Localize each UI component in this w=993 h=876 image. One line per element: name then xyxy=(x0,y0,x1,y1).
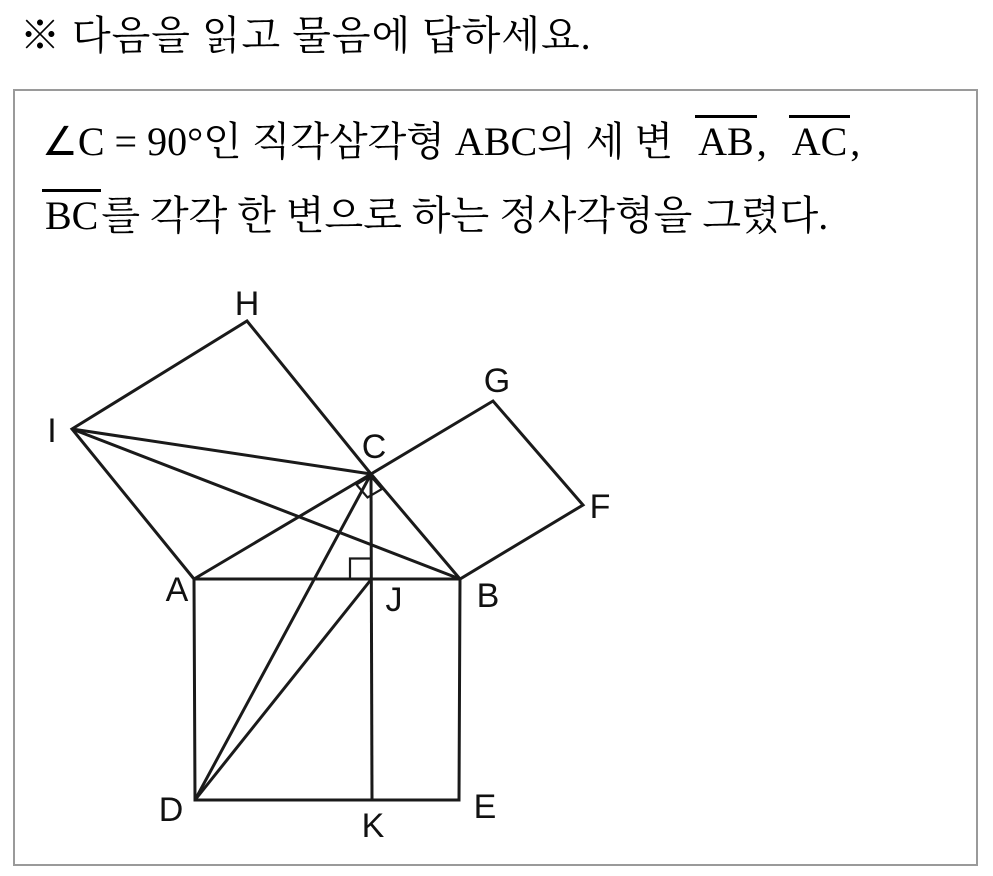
segment-IB xyxy=(72,429,460,579)
vertex-label-A: A xyxy=(165,571,189,609)
problem-line2-text: 를 각각 한 변으로 하는 정사각형을 그렸다. xyxy=(101,193,829,238)
vertex-label-I: I xyxy=(47,412,57,450)
vertex-label-G: G xyxy=(483,362,511,400)
overline-segment-BC: BC xyxy=(42,189,101,237)
segment-DC xyxy=(195,474,371,800)
problem-line1-text: ∠C = 90°인 직각삼각형 ABC의 세 변 xyxy=(42,119,674,164)
segment-DJ xyxy=(195,579,372,800)
vertex-label-B: B xyxy=(476,577,500,615)
square-BCGF xyxy=(371,401,583,579)
right-angle-marker-J xyxy=(350,559,372,580)
square-ABED xyxy=(194,579,460,800)
overline-segment-AB: AB xyxy=(695,115,757,163)
comma-1: , xyxy=(756,119,767,164)
vertex-label-C: C xyxy=(361,428,387,466)
overline-segment-AC: AC xyxy=(789,115,851,163)
instruction-heading: ※ 다음을 읽고 물음에 답하세요. xyxy=(20,13,592,58)
vertex-label-E: E xyxy=(473,788,497,826)
segment-CK xyxy=(371,474,372,800)
vertex-label-K: K xyxy=(361,807,385,845)
segment-IC xyxy=(72,429,371,474)
comma-2: , xyxy=(850,119,861,164)
vertex-label-F: F xyxy=(589,488,611,526)
vertex-label-H: H xyxy=(234,285,260,323)
vertex-label-D: D xyxy=(158,791,184,829)
vertex-label-J: J xyxy=(385,581,403,619)
